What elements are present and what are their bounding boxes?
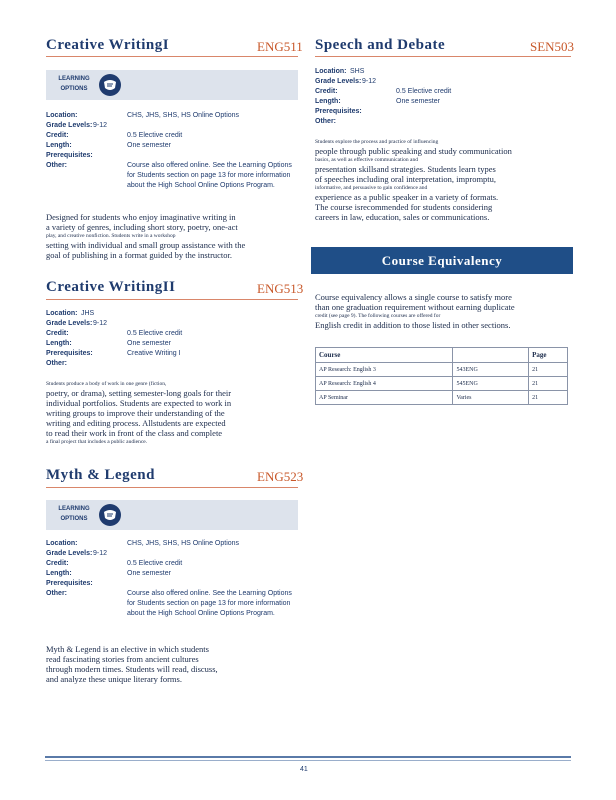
intro-line: credit (see page 9). The following courses are offered for <box>315 313 441 319</box>
course-title-speech-debate: Speech and Debate <box>315 37 446 53</box>
desc-line: goal of publishing in a format guided by the instructor. <box>46 250 233 260</box>
desc-line: people through public speaking and study communication <box>315 146 512 156</box>
title-rule <box>46 56 298 57</box>
meta-other: Course also offered online. See the Learning Options for Students section on page 13 for more information about the High School Online Options Program. <box>127 162 292 189</box>
desc-line: Students explore the process and practice of influencing <box>315 139 439 145</box>
meta-key: Grade Levels: <box>46 550 93 557</box>
course-meta-cw2 <box>46 309 298 369</box>
meta-length: One semester <box>127 570 171 577</box>
desc-line: and analyze these unique literary forms. <box>46 674 182 684</box>
desc-line: setting with individual and small group assistance with the <box>46 240 246 250</box>
course-description-speech <box>315 138 571 222</box>
page-number: 41 <box>300 766 308 773</box>
meta-key: Other: <box>46 360 67 367</box>
title-rule <box>46 299 298 300</box>
desc-line: to read their work in front of the class and complete <box>46 428 223 438</box>
meta-key: Grade Levels: <box>46 122 93 129</box>
col-header-code <box>453 348 529 363</box>
meta-key: Prerequisites: <box>46 350 93 357</box>
table-header-row <box>316 348 568 363</box>
meta-key: Other: <box>315 118 336 125</box>
cell-code: 545ENG <box>453 377 529 391</box>
meta-length: One semester <box>127 340 171 347</box>
meta-key: Credit: <box>46 560 69 567</box>
desc-line: through modern times. Students will read, discuss, <box>46 664 218 674</box>
course-code-eng523: ENG523 <box>257 469 304 484</box>
equivalency-intro <box>315 292 571 330</box>
meta-key: Credit: <box>315 88 338 95</box>
meta-grade: 9-12 <box>93 122 108 129</box>
cell-course: AP Research: English 3 <box>316 363 453 377</box>
learning-options-label: LEARNING OPTIONS <box>58 506 90 522</box>
meta-key: Length: <box>46 142 72 149</box>
course-code-eng513: ENG513 <box>257 281 304 296</box>
learning-options-box[interactable] <box>46 70 298 100</box>
cell-course: AP Seminar <box>316 391 453 405</box>
desc-line: experience as a public speaker in a variety of formats. <box>315 192 499 202</box>
cell-code: 543ENG <box>453 363 529 377</box>
meta-credit: 0.5 Elective credit <box>127 330 183 337</box>
meta-key: Location: <box>46 310 78 317</box>
cell-page: 21 <box>529 377 568 391</box>
course-equivalency-banner: Course Equivalency <box>311 247 573 274</box>
meta-key: Other: <box>46 162 67 169</box>
desc-line: basics, as well as effective communication and <box>315 157 418 163</box>
course-title-creative-writing-1: Creative WritingI <box>46 37 170 53</box>
table-row <box>316 391 568 405</box>
meta-key: Credit: <box>46 330 69 337</box>
desc-line: a variety of genres, including short story, poetry, one-act <box>46 222 238 232</box>
footer-rule <box>45 756 571 758</box>
meta-length: One semester <box>127 142 171 149</box>
meta-key: Length: <box>46 570 72 577</box>
learning-options-box[interactable] <box>46 500 298 530</box>
meta-key: Grade Levels: <box>46 320 93 327</box>
meta-key: Prerequisites: <box>315 108 362 115</box>
meta-grade: 9-12 <box>362 78 377 85</box>
intro-line: English credit in addition to those listed in other sections. <box>315 320 511 330</box>
desc-line: Myth & Legend is an elective in which students <box>46 644 209 654</box>
course-meta-cw1 <box>46 111 298 189</box>
course-meta-speech <box>315 67 571 127</box>
course-description-myth <box>46 644 298 684</box>
desc-line: a final project that includes a public audience. <box>46 439 148 445</box>
footer-rule <box>45 760 571 761</box>
col-header-course: Course <box>316 348 453 363</box>
desc-line: writing and editing process. Allstudents are expected <box>46 418 226 428</box>
meta-credit: 0.5 Elective credit <box>127 132 183 139</box>
desc-line: read fascinating stories from ancient cultures <box>46 654 199 664</box>
course-description-cw1 <box>46 212 298 260</box>
meta-other: Course also offered online. See the Learning Options for Students section on page 13 for more information about the High School Online Options Program. <box>127 590 292 617</box>
meta-location: SHS <box>350 68 365 75</box>
meta-key: Credit: <box>46 132 69 139</box>
meta-location: JHS <box>81 310 95 317</box>
meta-key: Length: <box>315 98 341 105</box>
course-title-creative-writing-2: Creative WritingII <box>46 279 176 295</box>
course-meta-myth <box>46 539 298 617</box>
meta-key: Grade Levels: <box>315 78 362 85</box>
meta-credit: 0.5 Elective credit <box>396 88 452 95</box>
meta-length: One semester <box>396 98 440 105</box>
table-row <box>316 377 568 391</box>
course-title-myth-legend: Myth & Legend <box>46 467 155 483</box>
title-rule <box>315 56 571 57</box>
meta-location: CHS, JHS, SHS, HS Online Options <box>127 540 240 547</box>
meta-grade: 9-12 <box>93 320 108 327</box>
meta-key: Location: <box>46 112 78 119</box>
intro-line: Course equivalency allows a single course to satisfy more <box>315 292 512 302</box>
cell-page: 21 <box>529 391 568 405</box>
course-code-sen503: SEN503 <box>530 39 575 54</box>
title-rule <box>46 487 298 488</box>
meta-key: Location: <box>46 540 78 547</box>
meta-key: Prerequisites: <box>46 580 93 587</box>
online-learning-icon <box>98 73 122 97</box>
meta-prereq: Creative Writing I <box>127 350 181 357</box>
desc-line: careers in law, education, sales or communications. <box>315 212 490 222</box>
online-learning-icon <box>98 503 122 527</box>
intro-line: than one graduation requirement without earning duplicate <box>315 302 515 312</box>
course-code-eng511: ENG511 <box>257 39 303 54</box>
meta-key: Length: <box>46 340 72 347</box>
desc-line: Students produce a body of work in one genre (fiction, <box>46 381 167 387</box>
meta-grade: 9-12 <box>93 550 108 557</box>
desc-line: Designed for students who enjoy imaginative writing in <box>46 212 236 222</box>
desc-line: play, and creative nonfiction. Students write in a workshop <box>46 233 176 239</box>
meta-location: CHS, JHS, SHS, HS Online Options <box>127 112 240 119</box>
desc-line: individual portfolios. Students are expected to work in <box>46 398 232 408</box>
meta-key: Prerequisites: <box>46 152 93 159</box>
desc-line: The course isrecommended for students considering <box>315 202 493 212</box>
col-header-page: Page <box>529 348 568 363</box>
table-row <box>316 363 568 377</box>
desc-line: of speeches including oral interpretation, impromptu, <box>315 174 497 184</box>
meta-key: Location: <box>315 68 347 75</box>
cell-code: Varies <box>453 391 529 405</box>
cell-page: 21 <box>529 363 568 377</box>
desc-line: informative, and persuasive to gain confidence and <box>315 185 428 191</box>
equivalency-table <box>315 347 568 405</box>
meta-key: Other: <box>46 590 67 597</box>
learning-options-label: LEARNING OPTIONS <box>58 76 90 92</box>
desc-line: presentation skillsand strategies. Students learn types <box>315 164 496 174</box>
meta-credit: 0.5 Elective credit <box>127 560 183 567</box>
cell-course: AP Research: English 4 <box>316 377 453 391</box>
desc-line: writing groups to improve their understanding of the <box>46 408 225 418</box>
course-description-cw2 <box>46 380 298 446</box>
desc-line: poetry, or drama), setting semester-long goals for their <box>46 388 232 398</box>
